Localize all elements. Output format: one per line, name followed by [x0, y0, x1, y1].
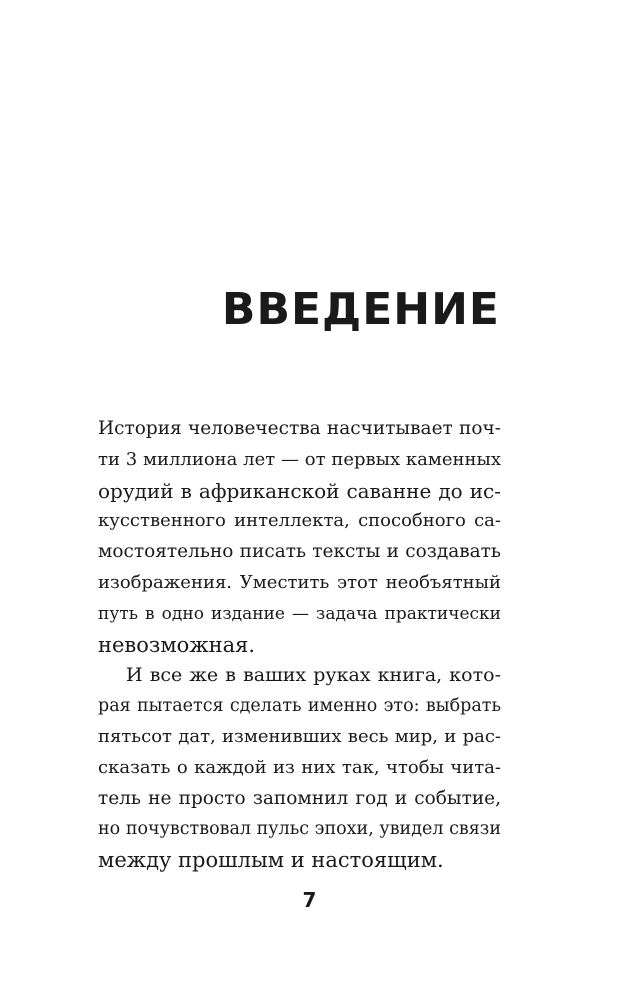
- text-line: И все же в ваших руках книга, кото-: [126, 664, 501, 687]
- body-text: [98, 414, 501, 876]
- text-line: кусственного интеллекта, способного са-: [98, 510, 501, 532]
- text-line: невозможная.: [98, 632, 256, 657]
- page-number: 7: [302, 888, 317, 912]
- text-line: тель не просто запомнил год и событие,: [98, 787, 501, 809]
- text-line: орудий в африканской саванне до ис-: [98, 478, 501, 503]
- text-line: между прошлым и настоящим.: [98, 848, 444, 873]
- text-line: пятьсот дат, изменивших весь мир, и рас-: [98, 725, 501, 747]
- text-line: ти 3 миллиона лет — от первых каменных: [98, 448, 501, 470]
- text-line: сказать о каждой из них так, чтобы чита-: [98, 756, 501, 778]
- chapter-title: ВВЕДЕНИЕ: [221, 284, 500, 335]
- text-line: мостоятельно писать тексты и создавать: [98, 541, 501, 563]
- paragraph-2: [98, 660, 501, 876]
- paragraph-1: [98, 414, 501, 660]
- text-line: изображения. Уместить этот необъятный: [98, 571, 501, 593]
- text-line: путь в одно издание — задача практически: [98, 603, 501, 624]
- text-line: но почувствовал пульс эпохи, увидел связи: [98, 819, 501, 840]
- text-line: рая пытается сделать именно это: выбрать: [98, 696, 501, 717]
- text-line: История человечества насчитывает поч-: [98, 418, 501, 439]
